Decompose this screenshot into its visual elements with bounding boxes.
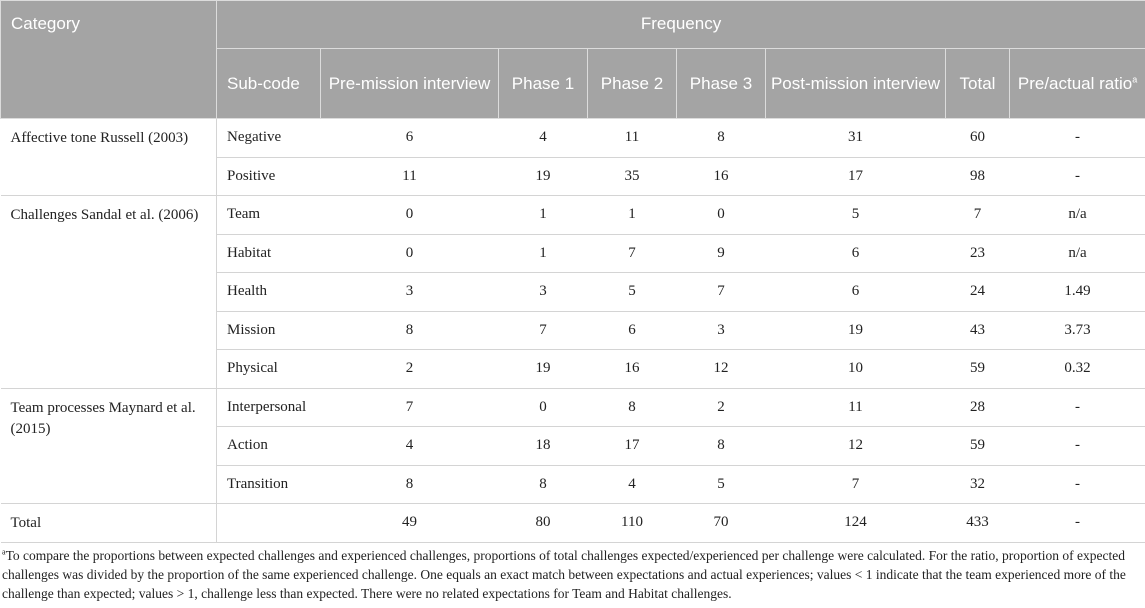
phase3-cell: 5 [677, 465, 766, 504]
post-mission-cell: 5 [766, 196, 946, 235]
subcode-cell: Action [217, 427, 321, 466]
table-row [1, 119, 1145, 158]
total-cell: 32 [946, 465, 1010, 504]
phase2-cell: 11 [588, 119, 677, 158]
post-mission-cell: 124 [766, 504, 946, 543]
ratio-cell: 3.73 [1010, 311, 1145, 350]
ratio-footnote-marker: a [1132, 74, 1138, 85]
total-cell: 24 [946, 273, 1010, 312]
pre-mission-cell: 8 [321, 311, 499, 350]
phase3-cell: 12 [677, 350, 766, 389]
total-cell: 60 [946, 119, 1010, 158]
phase3-cell: 0 [677, 196, 766, 235]
subcode-cell [217, 504, 321, 543]
post-mission-cell: 31 [766, 119, 946, 158]
pre-mission-cell: 3 [321, 273, 499, 312]
phase1-cell: 0 [499, 388, 588, 427]
phase2-cell: 35 [588, 157, 677, 196]
ratio-cell: 1.49 [1010, 273, 1145, 312]
ratio-cell: - [1010, 427, 1145, 466]
pre-mission-cell: 0 [321, 196, 499, 235]
table-footnote [0, 546, 1145, 603]
subcode-cell: Mission [217, 311, 321, 350]
total-cell: 23 [946, 234, 1010, 273]
pre-mission-cell: 11 [321, 157, 499, 196]
phase1-cell: 1 [499, 234, 588, 273]
subcode-cell: Transition [217, 465, 321, 504]
phase3-cell: 9 [677, 234, 766, 273]
phase1-cell: 1 [499, 196, 588, 235]
col-header-ratio: Pre/actual ratio$^a$ [1010, 49, 1145, 119]
category-header: Category [1, 1, 217, 119]
post-mission-cell: 6 [766, 273, 946, 312]
pre-mission-cell: 49 [321, 504, 499, 543]
phase2-cell: 1 [588, 196, 677, 235]
category-cell: Team processes Maynard et al. (2015) [1, 388, 217, 504]
phase1-cell: 4 [499, 119, 588, 158]
phase3-cell: 3 [677, 311, 766, 350]
post-mission-cell: 11 [766, 388, 946, 427]
total-row [1, 504, 1145, 543]
phase3-cell: 2 [677, 388, 766, 427]
post-mission-cell: 17 [766, 157, 946, 196]
post-mission-cell: 6 [766, 234, 946, 273]
category-cell: Affective tone Russell (2003) [1, 119, 217, 196]
post-mission-cell: 12 [766, 427, 946, 466]
total-cell: 98 [946, 157, 1010, 196]
total-cell: 433 [946, 504, 1010, 543]
footnote-text: To compare the proportions between expected challenges and experienced challenges, proportions of total challenges expected/experienced per challenge were calculated. For the ratio, proportion of expected challenges was divided by the proportion of the same experienced challenge. One equals an exact match between expectations and actual experiences; values < 1 indicate that the team experienced more of the challenge than expected; values > 1, challenge less than expected. There were no related expectations for Team and Habitat challenges. [2, 548, 1126, 601]
total-cell: 59 [946, 427, 1010, 466]
phase1-cell: 19 [499, 157, 588, 196]
phase2-cell: 16 [588, 350, 677, 389]
phase1-cell: 80 [499, 504, 588, 543]
phase1-cell: 7 [499, 311, 588, 350]
post-mission-cell: 19 [766, 311, 946, 350]
pre-mission-cell: 0 [321, 234, 499, 273]
col-header-total: Total [946, 49, 1010, 119]
phase3-cell: 8 [677, 427, 766, 466]
total-cell: 28 [946, 388, 1010, 427]
col-header-phase1: Phase 1 [499, 49, 588, 119]
ratio-cell: - [1010, 504, 1145, 543]
phase1-cell: 18 [499, 427, 588, 466]
phase2-cell: 17 [588, 427, 677, 466]
post-mission-cell: 10 [766, 350, 946, 389]
pre-mission-cell: 7 [321, 388, 499, 427]
phase3-cell: 16 [677, 157, 766, 196]
subcode-cell: Interpersonal [217, 388, 321, 427]
frequency-header: Frequency [217, 1, 1145, 49]
phase2-cell: 110 [588, 504, 677, 543]
category-cell: Challenges Sandal et al. (2006) [1, 196, 217, 389]
phase1-cell: 19 [499, 350, 588, 389]
pre-mission-cell: 8 [321, 465, 499, 504]
total-cell: 59 [946, 350, 1010, 389]
col-header-pre-mission: Pre-mission interview [321, 49, 499, 119]
total-label-cell: Total [1, 504, 217, 543]
phase1-cell: 3 [499, 273, 588, 312]
phase3-cell: 70 [677, 504, 766, 543]
col-header-phase3: Phase 3 [677, 49, 766, 119]
phase2-cell: 6 [588, 311, 677, 350]
pre-mission-cell: 2 [321, 350, 499, 389]
pre-mission-cell: 6 [321, 119, 499, 158]
phase2-cell: 7 [588, 234, 677, 273]
table-row [1, 196, 1145, 235]
col-header-subcode: Sub-code [217, 49, 321, 119]
total-cell: 43 [946, 311, 1010, 350]
ratio-cell: n/a [1010, 196, 1145, 235]
ratio-cell: - [1010, 388, 1145, 427]
total-cell: 7 [946, 196, 1010, 235]
table-row [1, 388, 1145, 427]
subcode-cell: Habitat [217, 234, 321, 273]
phase2-cell: 4 [588, 465, 677, 504]
ratio-cell: n/a [1010, 234, 1145, 273]
subcode-cell: Team [217, 196, 321, 235]
subcode-cell: Positive [217, 157, 321, 196]
subcode-cell: Physical [217, 350, 321, 389]
ratio-cell: 0.32 [1010, 350, 1145, 389]
phase3-cell: 7 [677, 273, 766, 312]
subcode-cell: Health [217, 273, 321, 312]
subcode-cell: Negative [217, 119, 321, 158]
phase1-cell: 8 [499, 465, 588, 504]
phase3-cell: 8 [677, 119, 766, 158]
col-header-post-mission: Post-mission interview [766, 49, 946, 119]
pre-mission-cell: 4 [321, 427, 499, 466]
ratio-cell: - [1010, 465, 1145, 504]
footnote-marker: a [2, 547, 6, 557]
ratio-cell: - [1010, 157, 1145, 196]
ratio-cell: - [1010, 119, 1145, 158]
col-header-phase2: Phase 2 [588, 49, 677, 119]
post-mission-cell: 7 [766, 465, 946, 504]
phase2-cell: 8 [588, 388, 677, 427]
phase2-cell: 5 [588, 273, 677, 312]
